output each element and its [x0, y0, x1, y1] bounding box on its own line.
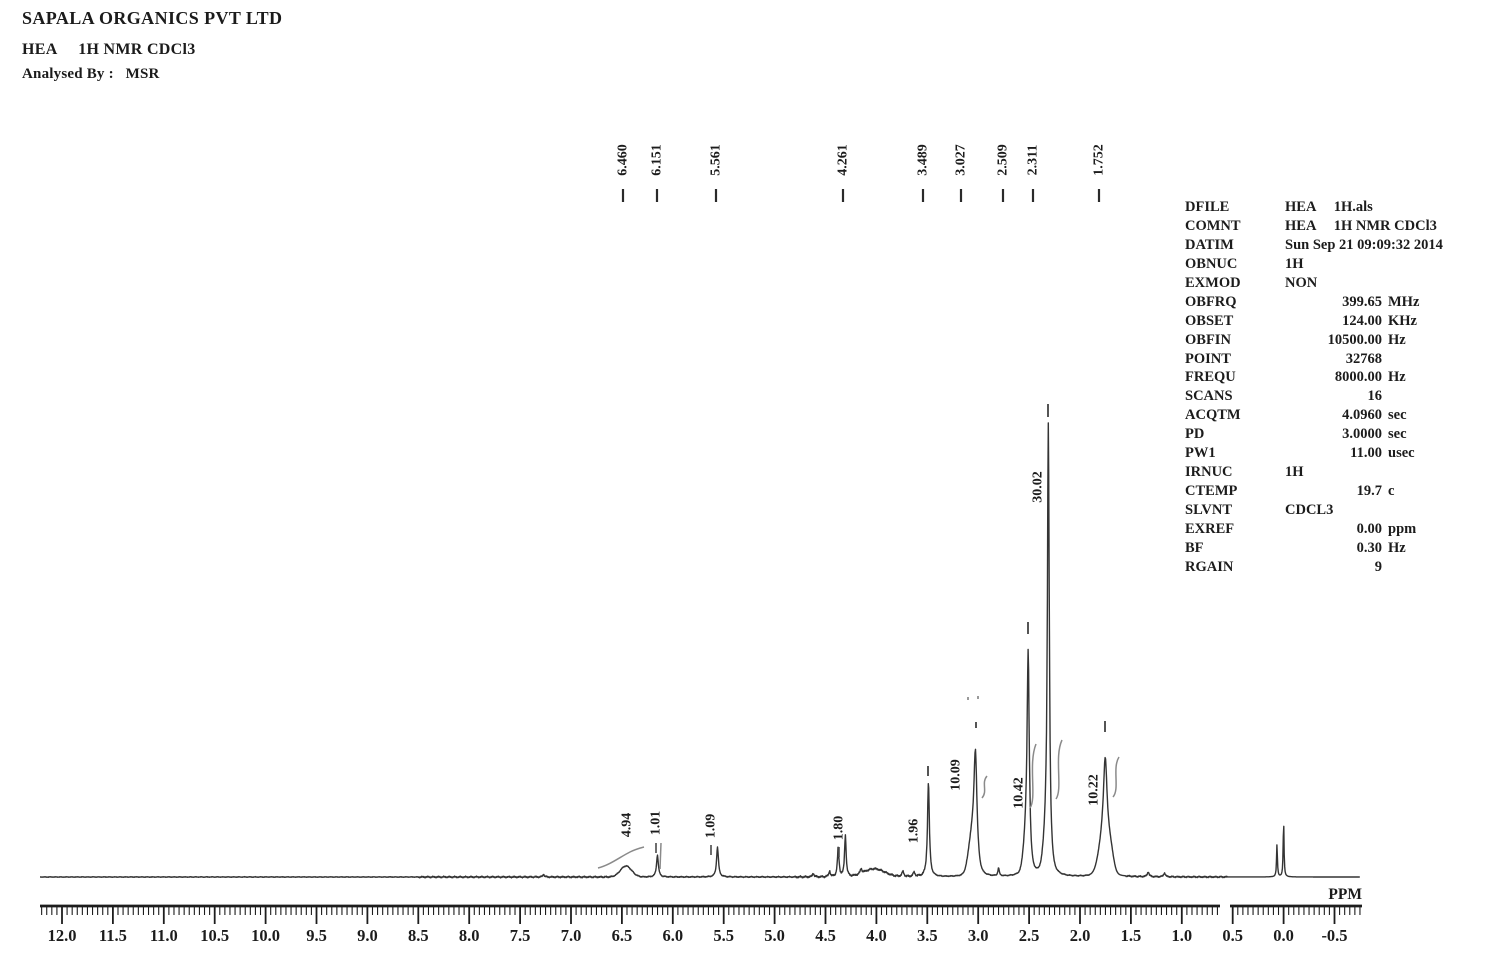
parameter-value: HEA 1H.als: [1285, 199, 1373, 215]
integration-value-label: 10.22: [1086, 774, 1102, 806]
axis-tick-label: 3.0: [967, 926, 989, 945]
integration-value-label: 1.01: [648, 810, 664, 836]
parameter-label: SCANS: [1185, 388, 1233, 405]
parameter-label: SLVNT: [1185, 502, 1233, 518]
spectrum-trace: [40, 423, 1360, 878]
axis-tick-label: 5.5: [713, 926, 735, 945]
parameter-row: [1185, 368, 1500, 387]
axis-tick-label: 4.5: [815, 926, 836, 945]
parameter-row: [1185, 520, 1500, 539]
parameter-value-unit: ppm: [1388, 520, 1417, 537]
parameter-label: PD: [1185, 426, 1205, 443]
peak-ppm-label: 4.261: [835, 144, 851, 176]
parameter-label: EXREF: [1185, 520, 1235, 537]
axis-tick-label: 9.5: [306, 926, 327, 945]
axis-unit-label: PPM: [1328, 886, 1362, 903]
integral-curve: [598, 847, 644, 868]
integration-value-label: 30.02: [1030, 471, 1046, 503]
axis-tick-label: 5.0: [764, 926, 785, 945]
axis-tick-label: 11.5: [98, 926, 127, 945]
parameter-row: [1185, 463, 1500, 482]
integration-value-label: 10.42: [1011, 777, 1027, 809]
axis-tick-label: 2.5: [1018, 926, 1040, 945]
parameter-row: [1185, 312, 1500, 331]
parameter-value-number: 11.00: [1350, 445, 1382, 462]
axis-tick-label: 1.5: [1120, 926, 1142, 945]
sample-title: HEA 1H NMR CDCl3: [22, 41, 196, 58]
parameter-row: [1185, 255, 1500, 274]
parameter-value-unit: KHz: [1388, 312, 1417, 329]
axis-tick-label: 12.0: [47, 926, 77, 945]
company-name: SAPALA ORGANICS PVT LTD: [22, 8, 283, 28]
integral-curve: [660, 843, 661, 869]
parameter-row: [1185, 274, 1500, 293]
peak-ppm-label: 3.027: [953, 144, 969, 176]
parameter-label: RGAIN: [1185, 558, 1234, 575]
parameter-label: IRNUC: [1185, 464, 1233, 481]
parameter-value: HEA 1H NMR CDCl3: [1285, 217, 1437, 234]
parameter-row: [1185, 558, 1500, 577]
parameter-row: [1185, 501, 1500, 520]
parameter-value-number: 0.00: [1356, 520, 1382, 537]
parameter-value-unit: Hz: [1388, 331, 1406, 348]
parameter-label: ACQTM: [1185, 407, 1241, 424]
parameter-row: [1185, 198, 1500, 217]
parameter-label: OBFRQ: [1185, 293, 1237, 310]
parameter-value: Sun Sep 21 09:09:32 2014: [1285, 236, 1443, 253]
parameter-value-number: 10500.00: [1327, 331, 1382, 348]
parameter-label: DATIM: [1185, 236, 1234, 253]
integration-value-label: 1.09: [703, 813, 719, 839]
parameter-label: OBFIN: [1185, 331, 1231, 348]
integration-value-label: 1.96: [906, 818, 922, 844]
peak-ppm-label: 6.151: [649, 144, 665, 176]
parameter-value-number: 8000.00: [1334, 369, 1382, 386]
parameter-label: PW1: [1185, 445, 1216, 462]
parameter-value-number: 3.0000: [1342, 426, 1382, 443]
parameter-row: [1185, 217, 1500, 236]
parameter-row: [1185, 331, 1500, 350]
ppm-axis: [40, 886, 1362, 945]
parameter-value: CDCL3: [1285, 502, 1334, 518]
parameter-label: FREQU: [1185, 369, 1236, 386]
axis-tick-label: 8.5: [407, 926, 429, 945]
parameter-value: NON: [1285, 274, 1318, 291]
parameter-row: [1185, 482, 1500, 501]
integral-curve: [982, 776, 987, 798]
parameter-value-number: 9: [1374, 558, 1382, 575]
parameter-label: OBSET: [1185, 312, 1234, 329]
parameter-value-unit: c: [1388, 483, 1395, 500]
integral-curve: [1056, 740, 1062, 799]
parameter-value-unit: Hz: [1388, 539, 1406, 556]
parameter-row: [1185, 425, 1500, 444]
axis-tick-label: 1.0: [1171, 926, 1193, 945]
axis-tick-label: 7.5: [509, 926, 531, 945]
parameter-label: OBNUC: [1185, 255, 1238, 272]
parameter-value-unit: MHz: [1388, 293, 1420, 310]
parameter-value-number: 0.30: [1356, 539, 1382, 556]
parameter-row: [1185, 350, 1500, 369]
axis-tick-label: 8.0: [458, 926, 480, 945]
analysed-by: Analysed By : MSR: [22, 66, 160, 82]
axis-tick-label: 6.0: [662, 926, 684, 945]
peak-ppm-label: 5.561: [708, 144, 724, 176]
parameter-row: [1185, 539, 1500, 558]
axis-tick-label: 0.5: [1222, 926, 1244, 945]
parameter-value-number: 16: [1367, 388, 1382, 405]
peak-ppm-label: 2.509: [995, 144, 1011, 176]
axis-tick-label: 10.5: [200, 926, 230, 945]
parameter-row: [1185, 293, 1500, 312]
axis-tick-label: 6.5: [611, 926, 633, 945]
parameter-value-number: 124.00: [1342, 312, 1382, 329]
parameter-value-number: 4.0960: [1342, 407, 1382, 424]
axis-tick-label: 3.5: [916, 926, 938, 945]
peak-ppm-label: 1.752: [1091, 144, 1107, 176]
parameter-row: [1185, 236, 1500, 255]
integral-curve: [1030, 744, 1036, 808]
parameter-label: BF: [1185, 539, 1204, 556]
axis-tick-label: -0.5: [1321, 926, 1348, 945]
integration-value-label: 10.09: [948, 759, 964, 791]
parameter-value-unit: sec: [1388, 407, 1407, 424]
axis-tick-label: 4.0: [866, 926, 887, 945]
parameter-row: [1185, 387, 1500, 406]
parameter-label: CTEMP: [1185, 483, 1238, 500]
parameter-value: 1H: [1285, 464, 1304, 481]
axis-tick-label: 11.0: [149, 926, 178, 945]
peak-ppm-label: 6.460: [615, 144, 631, 176]
integral-curve: [1113, 757, 1119, 797]
axis-tick-label: 7.0: [560, 926, 582, 945]
parameter-value-number: 399.65: [1342, 293, 1382, 310]
axis-tick-label: 10.0: [251, 926, 281, 945]
axis-tick-label: 9.0: [357, 926, 378, 945]
parameter-label: DFILE: [1185, 199, 1230, 215]
parameter-value-number: 32768: [1345, 350, 1382, 367]
parameter-value: 1H: [1285, 255, 1304, 272]
parameter-value-number: 19.7: [1356, 483, 1382, 500]
parameter-row: [1185, 444, 1500, 463]
axis-tick-label: 0.0: [1273, 926, 1294, 945]
integration-value-label: 4.94: [619, 812, 635, 838]
peak-ppm-label: 3.489: [915, 144, 931, 176]
integration-value-label: 1.80: [831, 815, 847, 841]
parameter-label: EXMOD: [1185, 274, 1241, 291]
axis-tick-label: 2.0: [1069, 926, 1091, 945]
acquisition-parameters-table: [1185, 198, 1500, 577]
parameter-label: POINT: [1185, 350, 1231, 367]
peak-ppm-label: 2.311: [1025, 144, 1041, 176]
parameter-value-unit: usec: [1388, 445, 1415, 462]
parameter-label: COMNT: [1185, 217, 1241, 234]
parameter-value-unit: Hz: [1388, 369, 1406, 386]
parameter-value-unit: sec: [1388, 426, 1407, 443]
parameter-row: [1185, 406, 1500, 425]
